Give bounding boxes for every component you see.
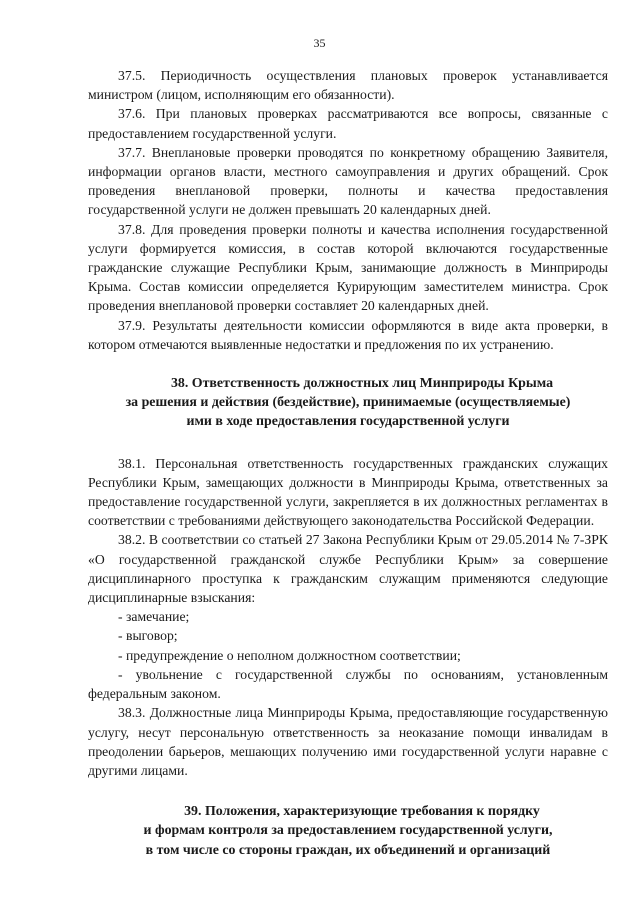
section-38-heading-line-2: за решения и действия (бездействие), принимаемые (осуществляемые) bbox=[125, 395, 571, 411]
section-39-heading bbox=[88, 802, 608, 860]
document-body bbox=[88, 66, 608, 860]
paragraph-38-2: 38.2. В соответствии со статьей 27 Закона Республики Крым от 29.05.2014 № 7-ЗРК «О государственной гражданской службе Республики Крым» за совершение дисциплинарного проступка к гражданским служащим применяются следующие дисциплинарные взыскания: bbox=[88, 532, 608, 606]
list-item-dismissal: - увольнение с государственной службы по основаниям, установленным федеральным законом. bbox=[88, 666, 608, 702]
paragraph-37-5: 37.5. Периодичность осуществления плановых проверок устанавливается министром (лицом, исполняющим его обязанности). bbox=[88, 68, 608, 103]
list-item-warning: - предупреждение о неполном должностном соответствии; bbox=[118, 647, 461, 663]
section-38-heading bbox=[88, 374, 608, 432]
section-38-heading-line-3: ими в ходе предоставления государственной услуги bbox=[186, 414, 510, 430]
section-39-heading-line-3: в том числе со стороны граждан, их объединений и организаций bbox=[145, 842, 551, 858]
section-39-heading-line-2: и формам контроля за предоставлением государственной услуги, bbox=[143, 823, 553, 839]
paragraph-37-7: 37.7. Внеплановые проверки проводятся по конкретному обращению Заявителя, информации органов власти, местного самоуправления и других обращений. Срок проведения внеплановой проверки, полноты и качества предоставления государственной услуги не должен превышать 20 календарных дней. bbox=[88, 144, 608, 218]
paragraph-38-1: 38.1. Персональная ответственность государственных гражданских служащих Республики Крым, замещающих должности в Минприроды Крыма, ответственных за предоставление государственной услуги, закрепляется в их должностных регламентах в соответствии с требованиями действующего законодательства Российской Федерации. bbox=[88, 455, 608, 529]
list-item-reprimand: - замечание; bbox=[118, 609, 190, 625]
section-39-heading-line-1: 39. Положения, характеризующие требования к порядку bbox=[184, 804, 540, 820]
paragraph-37-9: 37.9. Результаты деятельности комиссии оформляются в виде акта проверки, в котором отмечаются выявленные недостатки и предложения по их устранению. bbox=[88, 317, 608, 352]
section-38-heading-line-1: 38. Ответственность должностных лиц Минприроды Крыма bbox=[170, 376, 554, 392]
paragraph-38-3: 38.3. Должностные лица Минприроды Крыма, предоставляющие государственную услугу, несут персональную ответственность за неоказание помощи инвалидам в преодолении барьеров, мешающих получению ими государственной услуги наравне с другими лицами. bbox=[88, 705, 608, 778]
page-number: 35 bbox=[313, 36, 326, 50]
paragraph-37-8: 37.8. Для проведения проверки полноты и качества исполнения государственной услуги формируется комиссия, в состав которой включаются государственные гражданские служащие Республики Крым, занимающие должность в Минприроды Крыма. Состав комиссии определяется Курирующим заместителем министра. Срок проведения внеплановой проверки составляет 20 календарных дней. bbox=[88, 221, 608, 314]
list-item-rebuke: - выговор; bbox=[118, 628, 178, 644]
paragraph-37-6: 37.6. При плановых проверках рассматриваются все вопросы, связанные с предоставлением государственной услуги. bbox=[88, 106, 608, 141]
